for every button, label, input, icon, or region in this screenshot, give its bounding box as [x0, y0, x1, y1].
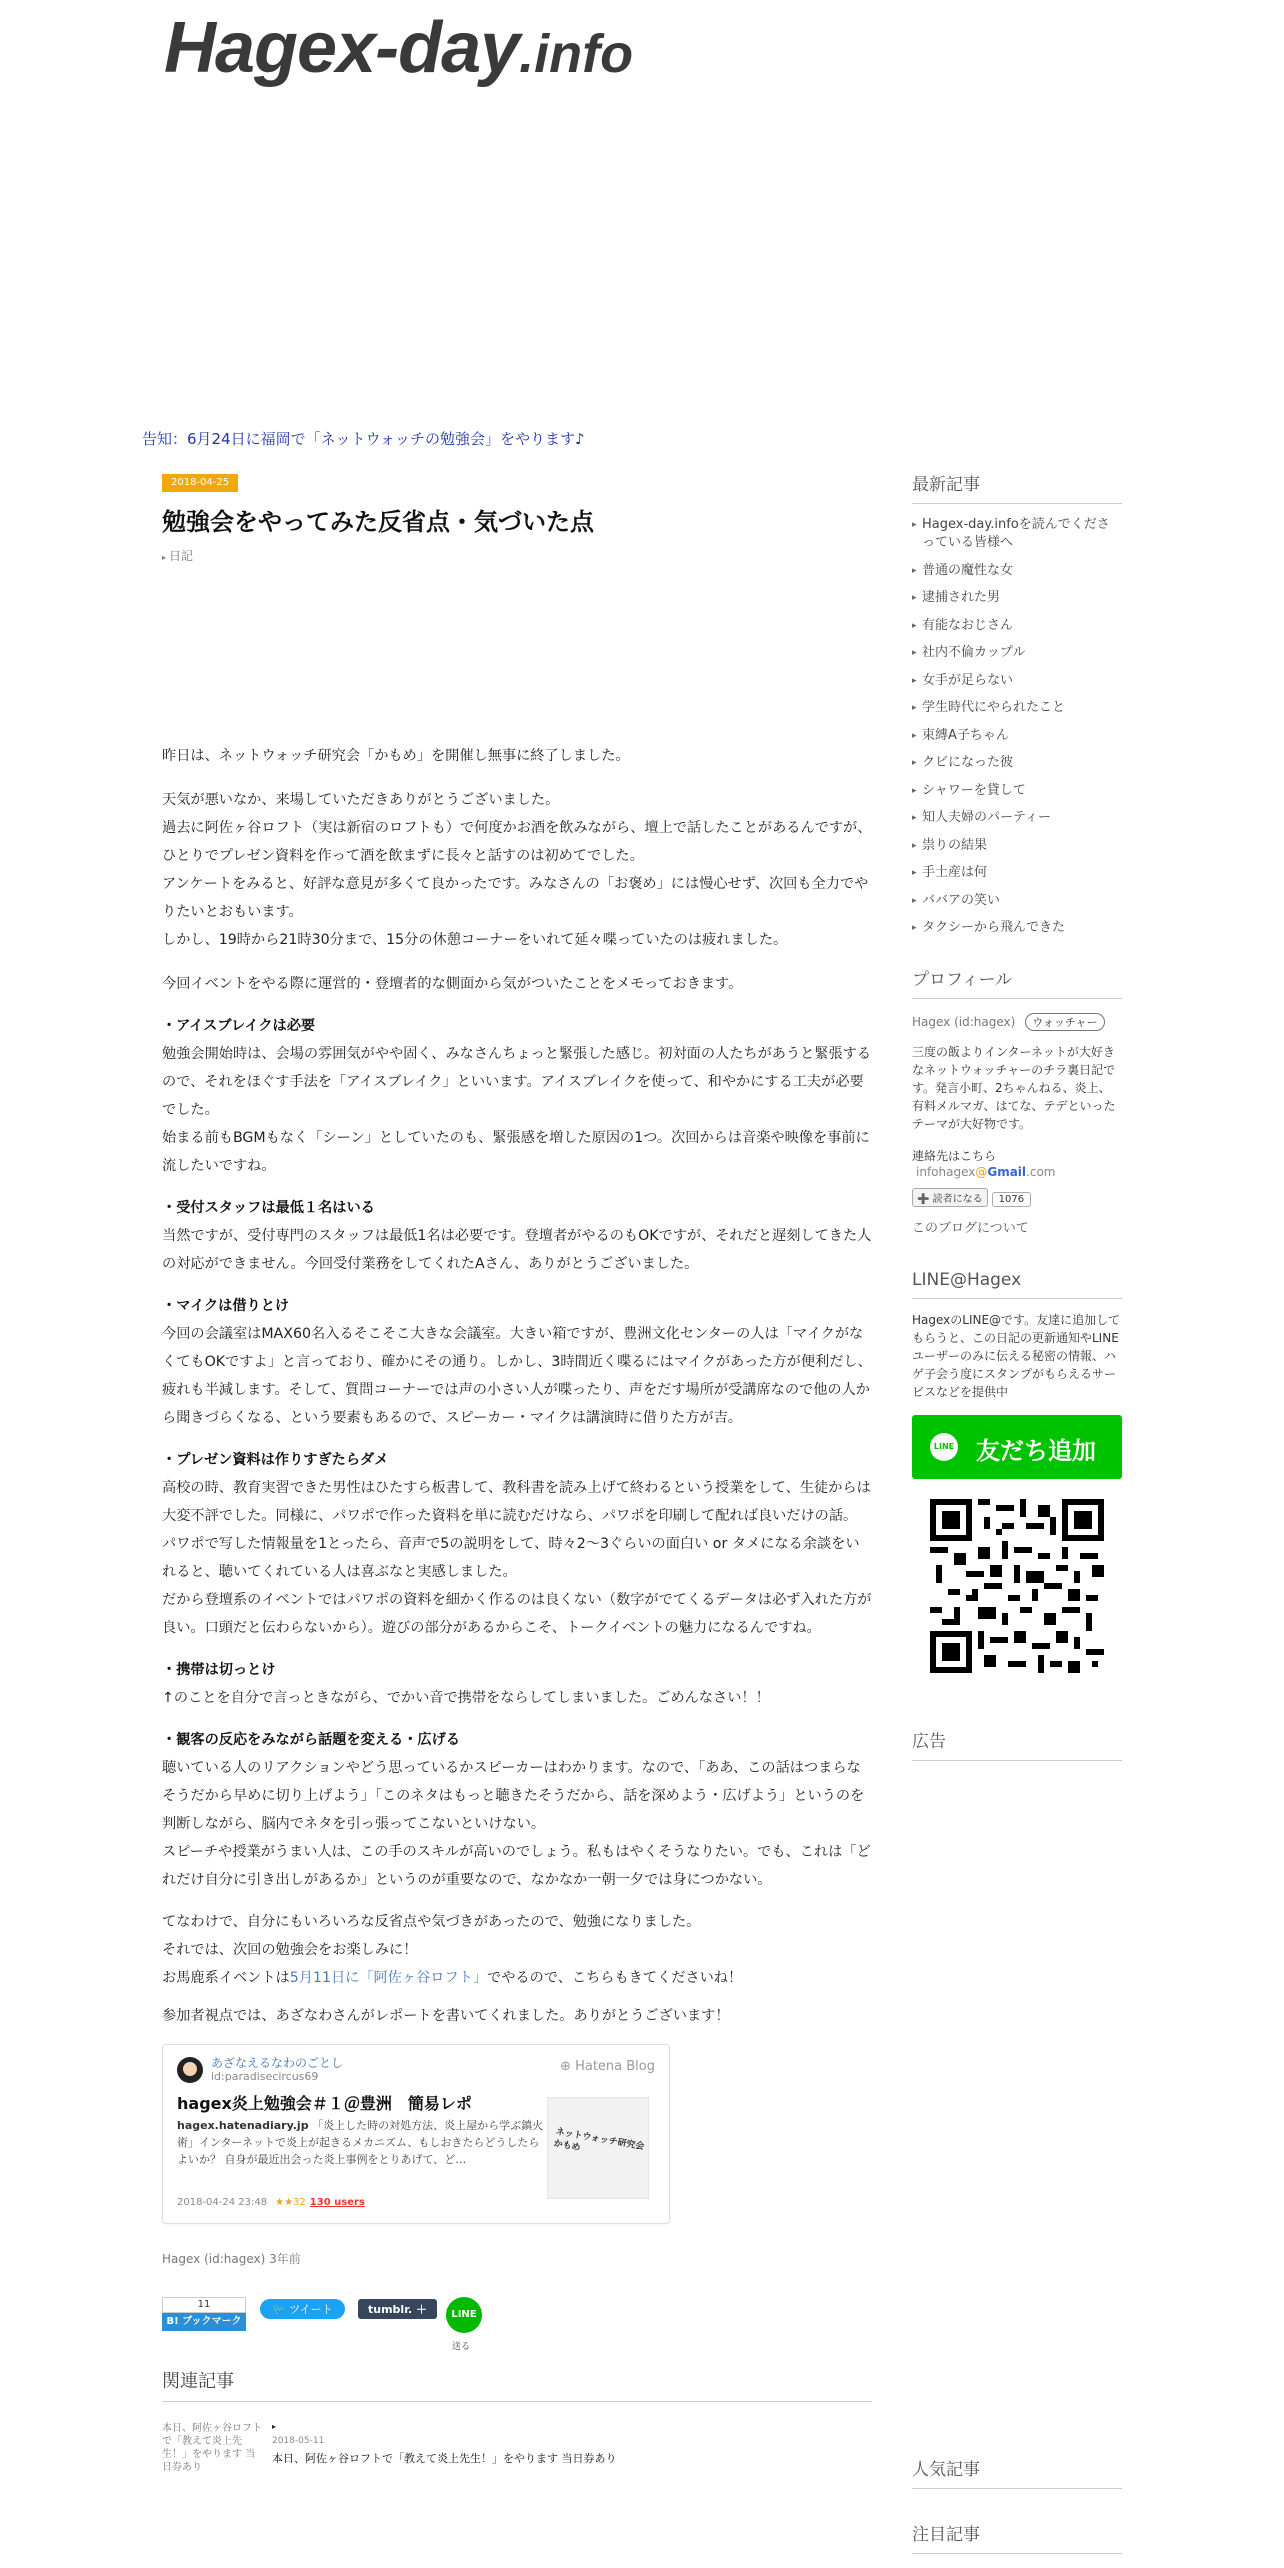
- closing-suffix: でやるので、こちらもきてくださいね！: [487, 1970, 743, 1986]
- brand-label: Hatena Blog: [575, 2059, 655, 2074]
- tweet-button[interactable]: [260, 2299, 345, 2319]
- notice-prefix: 告知：: [142, 430, 188, 448]
- article-date[interactable]: 2018-04-25: [162, 474, 238, 492]
- subscribe-button[interactable]: ➕ 読者になる: [912, 1188, 988, 1207]
- closing-text: [162, 1964, 872, 1992]
- loft-event-link[interactable]: 5月11日に「阿佐ヶ谷ロフト」: [289, 1970, 488, 1986]
- blogcard-domain: hagex.hatenadiary.jp: [177, 2119, 309, 2132]
- paragraph: しかし、19時から21時30分まで、15分の休憩コーナーをいれて延々喋っていたのは疲れました。: [162, 932, 788, 948]
- mail-at: @: [975, 1165, 988, 1179]
- section-text: 今回の会議室はMAX60名入るそこそこ大きな会議室。大きい箱ですが、豊洲文化センターの人は「マイクがなくてもOKですよ」と言っており、確かにその通り。しかし、3時間近く喋るにはマイクがあった方が便利だし、疲れも半減します。そして、質問コーナーでは声の小さい人が喋ったり、声をだす場所が受講席なので他の人から聞きづらくなる、という要素もあるので、スピーカー・マイクは講演時に借りた方が吉。: [162, 1326, 872, 1426]
- article-column: [162, 470, 872, 2492]
- list-item[interactable]: ▸ Hagex-day.infoを読んでくださっている皆様へ: [912, 516, 1122, 552]
- about-link[interactable]: このブログについて: [912, 1221, 1029, 1236]
- contact-email: [916, 1165, 1122, 1179]
- ad-heading: 広告: [912, 1727, 1122, 1761]
- hatena-blog-logo[interactable]: [560, 2059, 655, 2074]
- closing-text: 参加者視点では、あざなわさんがレポートを書いてくれました。ありがとうございます！: [162, 2008, 730, 2024]
- blogcard-meta: [177, 2197, 365, 2208]
- hatena-bookmark-button[interactable]: [162, 2297, 246, 2331]
- line-section: [912, 1270, 1122, 1673]
- article-body: [162, 742, 872, 2030]
- section-heading: ・受付スタッフは最低１名はいる: [162, 1200, 375, 1216]
- line-add-friend-label: 友だち追加: [976, 1437, 1096, 1465]
- tweet-label: ツイート: [289, 2303, 333, 2316]
- related-heading: 関連記事: [162, 2367, 872, 2402]
- line-heading: LINE@Hagex: [912, 1270, 1122, 1299]
- section-text: ↑のことを自分で言っときながら、でかい音で携帯をならしてしまいました。ごめんなさい！！: [162, 1690, 770, 1706]
- blogcard-author-id: id:paradisecircus69: [211, 2070, 319, 2083]
- blogcard-datetime: 2018-04-24 23:48: [177, 2197, 268, 2208]
- paragraph: アンケートをみると、好評な意見が多くて良かったです。みなさんの「お褒め」には慢心せず、次回も全力でやりたいとおもいます。: [162, 876, 869, 920]
- twitter-bird-icon: 🐦: [272, 2303, 286, 2316]
- line-add-friend-button[interactable]: [912, 1415, 1122, 1479]
- list-item[interactable]: [162, 2422, 872, 2492]
- list-item[interactable]: ▸ 有能なおじさん: [912, 617, 1122, 635]
- share-buttons: [162, 2297, 872, 2357]
- featured-section: [912, 2520, 1122, 2566]
- line-text: HagexのLINE@です。友達に追加してもらうと、この日記の更新通知やLINEユーザーのみに伝える秘密の情報、ハゲ子会う度にスタンプがもらえるサービスなどを提供中: [912, 1313, 1121, 1399]
- profile: [912, 965, 1122, 1236]
- section-text: 始まる前もBGMもなく「シーン」としていたのも、緊張感を増した原因の1つ。次回からは音楽や映像を事前に流したいですね。: [162, 1130, 870, 1174]
- logo-suffix: .info: [519, 24, 634, 84]
- list-item[interactable]: ▸ 束縛A子ちゃん: [912, 727, 1122, 745]
- site-logo[interactable]: [164, 8, 634, 88]
- related-title[interactable]: 本日、阿佐ヶ谷ロフトで「教えて炎上先生！」をやります 当日券あり: [272, 2452, 617, 2465]
- star-icon[interactable]: ★★32: [275, 2197, 306, 2208]
- list-item[interactable]: ▸ 女手が足らない: [912, 672, 1122, 690]
- ad-space: [162, 564, 872, 742]
- section-heading: ・観客の反応をみながら話題を変える・広げる: [162, 1732, 460, 1748]
- profile-text: 三度の飯よりインターネットが大好きなネットウォッチャーのチラ裏日記です。発言小町、2ちゃんねる、炎上、有料メルマガ、はてな、テデといったテーマが大好物です。: [912, 1045, 1116, 1131]
- profile-heading: プロフィール: [912, 965, 1122, 999]
- section-heading: ・マイクは借りとけ: [162, 1298, 290, 1314]
- blogcard-desc-text: 「炎上した時の対処方法、炎上屋から学ぶ鎮火術」インターネットで炎上が起きるメカニズム、もしおきたらどうしたらよいか？ 自身が最近出会った炎上事例をとりあげて、ど…: [177, 2119, 544, 2166]
- list-item[interactable]: ▸ 普通の魔性な女: [912, 562, 1122, 580]
- paragraph: 過去に阿佐ヶ谷ロフト（実は新宿のロフトも）で何度かお酒を飲みながら、壇上で話したことがあるんですが、ひとりでプレゼン資料を作って酒を飲まずに長々と話すのは初めてでした。: [162, 820, 872, 864]
- thumbnail-text: ネットウォッチ研究会 かもめ: [552, 2127, 645, 2154]
- related-thumbnail[interactable]: 本日、阿佐ヶ谷ロフトで「教えて炎上先生！」をやります 当日券あり: [162, 2423, 262, 2473]
- blogcard-author-name[interactable]: あざなえるなわのごとし: [211, 2056, 344, 2070]
- popular-section: [912, 2455, 1122, 2501]
- tumblr-button[interactable]: tumblr. ＋: [358, 2299, 437, 2319]
- hatena-icon: ⊕: [560, 2059, 571, 2074]
- section-text: パワポで写した情報量を1とったら、音声で5の説明をして、時々2〜3ぐらいの面白い or タメになる余談をいれると、聴いてくれている人は喜ぶなと実感しました。: [162, 1536, 860, 1580]
- paragraph: 昨日は、ネットウォッチ研究会「かもめ」を開催し無事に終了しました。: [162, 748, 630, 764]
- line-share-label[interactable]: 送る: [452, 2342, 471, 2352]
- ad-section: [912, 1727, 1122, 1761]
- qr-code-icon[interactable]: [930, 1499, 1104, 1673]
- line-share-icon[interactable]: LINE: [446, 2297, 482, 2333]
- closing-prefix: お馬鹿系イベントは: [162, 1970, 290, 1986]
- contact-label: 連絡先はこちら: [912, 1149, 997, 1163]
- section-heading: ・プレゼン資料は作りすぎたらダメ: [162, 1452, 389, 1468]
- list-item[interactable]: ▸ タクシーから飛んできた: [912, 919, 1122, 937]
- hatena-bookmark-label: B! ブックマーク: [162, 2313, 246, 2331]
- reader-count: 1076: [992, 1192, 1031, 1207]
- list-item[interactable]: ▸ シャワーを貸して: [912, 782, 1122, 800]
- related-date: 2018-05-11: [272, 2436, 325, 2446]
- profile-name[interactable]: Hagex (id:hagex): [912, 1015, 1016, 1029]
- avatar[interactable]: [177, 2057, 203, 2083]
- section-text: 勉強会開始時は、会場の雰囲気がやや固く、みなさんちょっと緊張した感じ。初対面の人たちがあうと緊張するので、それをほぐす手法を「アイスブレイク」といいます。アイスブレイクを使って、和やかにする工夫が必要でした。: [162, 1046, 872, 1118]
- blogcard-description: [177, 2117, 545, 2168]
- list-item[interactable]: ▸ 社内不倫カップル: [912, 644, 1122, 662]
- popular-heading: 人気記事: [912, 2455, 1122, 2489]
- section-heading: ・携帯は切っとけ: [162, 1662, 276, 1678]
- section-heading: ・アイスブレイクは必要: [162, 1018, 316, 1034]
- recent-list: [912, 516, 1122, 937]
- list-item[interactable]: ▸ 手土産は何: [912, 864, 1122, 882]
- list-item[interactable]: ▸ 学生時代にやられたこと: [912, 699, 1122, 717]
- author-line[interactable]: Hagex (id:hagex) 3年前: [162, 2252, 301, 2266]
- list-item[interactable]: ▸ ババアの笑い: [912, 892, 1122, 910]
- list-item[interactable]: ▸ 祟りの結果: [912, 837, 1122, 855]
- bullet-icon: ▸: [272, 2422, 277, 2431]
- embedded-blog-card[interactable]: [162, 2044, 670, 2224]
- section-text: 聴いている人のリアクションやどう思っているかスピーカーはわかります。なので、「ああ、この話はつまらなそうだから早めに切り上げよう」「このネタはもっと聴きたそうだから、話を深めよう・広げよう」というのを判断しながら、脳内でネタを引っ張ってこないといけない。: [162, 1760, 865, 1832]
- section-text: 高校の時、教育実習できた男性はひたすら板書して、教科書を読み上げて終わるという授業をして、生徒からは大変不評でした。同様に、パワポで作った資料を単に読むだけなら、パワポを印刷して配れば良いだけの話。: [162, 1480, 871, 1524]
- notice-link[interactable]: 6月24日に福岡で「ネットウォッチの勉強会」をやります♪: [187, 430, 585, 448]
- mail-tld: .com: [1026, 1165, 1056, 1179]
- recent-heading: 最新記事: [912, 470, 1122, 504]
- paragraph: 今回イベントをやる際に運営的・登壇者的な側面から気がついたことをメモっておきます。: [162, 976, 743, 992]
- sidebar: [912, 470, 1122, 2545]
- closing-text: てなわけで、自分にもいろいろな反省点や気づきがあったので、勉強になりました。: [162, 1914, 701, 1930]
- hatena-bookmark-count: 11: [162, 2297, 246, 2313]
- category-label: 日記: [169, 549, 194, 563]
- article-title[interactable]: 勉強会をやってみた反省点・気づいた点: [162, 508, 594, 536]
- profile-badge: ウォッチャー: [1025, 1013, 1104, 1031]
- recent-posts: [912, 470, 1122, 937]
- line-logo-icon: LINE: [930, 1433, 958, 1461]
- gmail-logo: Gmail: [987, 1165, 1027, 1179]
- section-text: スピーチや授業がうまい人は、この手のスキルが高いのでしょう。私もはやくそうなりたい。でも、これは「どれだけ自分に引き出しがあるか」というのが重要なので、なかなか一朝一夕では身につかない。: [162, 1844, 871, 1888]
- closing-text: それでは、次回の勉強会をお楽しみに！: [162, 1942, 418, 1958]
- logo-main: Hagex-day: [164, 8, 520, 88]
- mail-user: infohagex: [916, 1165, 976, 1179]
- bookmark-users-link[interactable]: 130 users: [309, 2197, 365, 2208]
- list-item[interactable]: ▸ クビになった彼: [912, 754, 1122, 772]
- list-item[interactable]: ▸ 逮捕された男: [912, 589, 1122, 607]
- blogcard-title[interactable]: hagex炎上勉強会＃１＠豊洲 簡易レポ: [177, 2094, 472, 2113]
- paragraph: 天気が悪いなか、来場していただきありがとうございました。: [162, 792, 560, 808]
- section-text: だから登壇系のイベントではパワポの資料を細かく作るのは良くない（数字がでてくるデータは必ず入れた方が良い。口頭だと伝わらないから）。遊びの部分があるからこそ、トークイベントの魅力になるんですね。: [162, 1592, 872, 1636]
- category-bullet-icon: ▸: [162, 553, 167, 562]
- featured-heading: 注目記事: [912, 2520, 1122, 2554]
- section-text: 当然ですが、受付専門のスタッフは最低1名は必要です。登壇者がやるのもOKですが、それだと遅刻してきた人の対応ができません。今回受付業務をしてくれたAさん、ありがとうございました。: [162, 1228, 872, 1272]
- article-category[interactable]: [162, 547, 872, 564]
- reader-widget: [912, 1187, 1122, 1207]
- blogcard-thumbnail[interactable]: [547, 2097, 649, 2199]
- list-item[interactable]: ▸ 知人夫婦のパーティー: [912, 809, 1122, 827]
- notice-banner: [142, 428, 585, 449]
